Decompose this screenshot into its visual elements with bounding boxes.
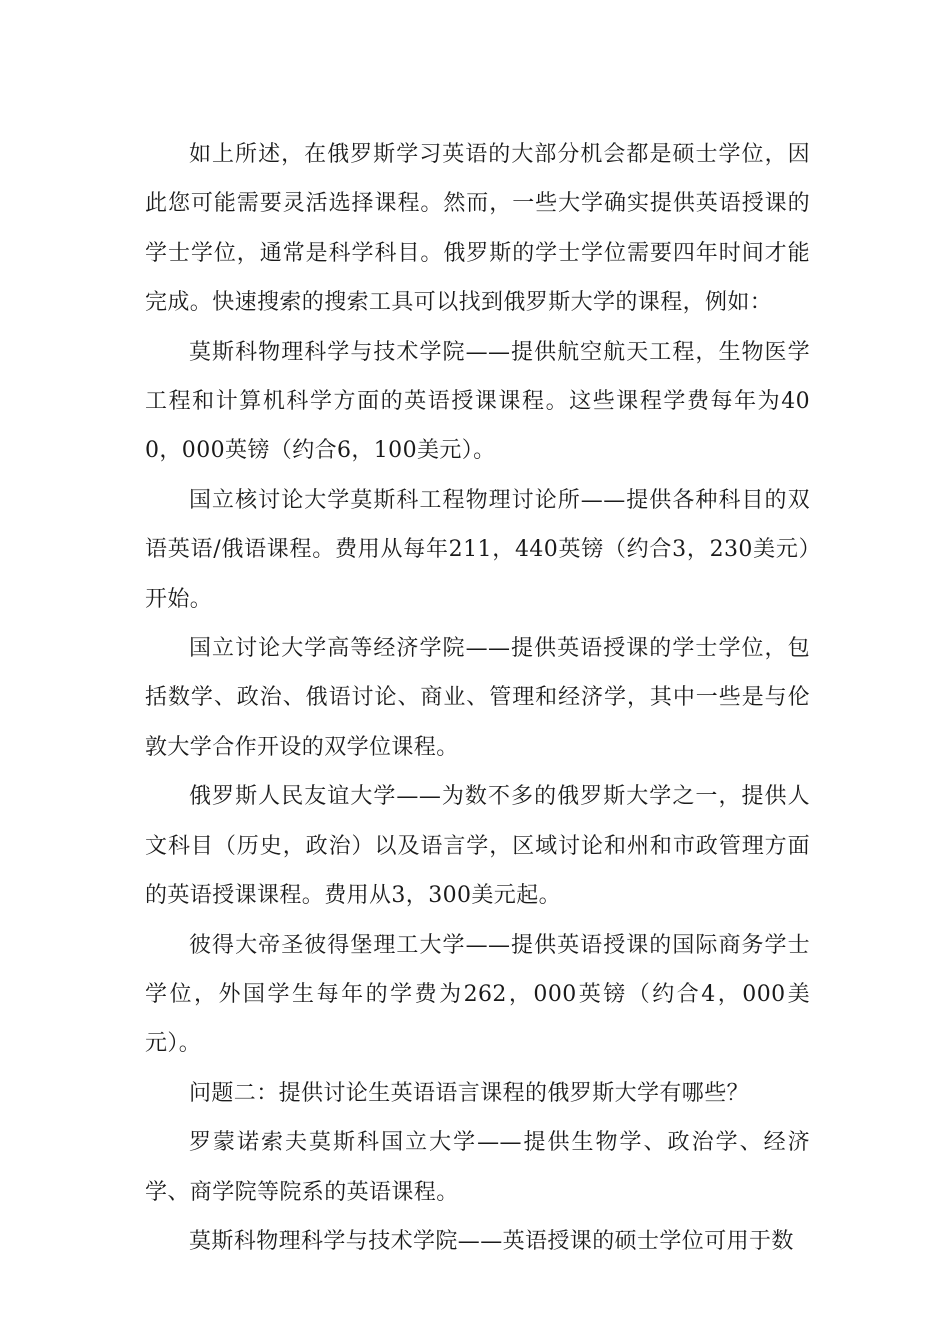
document-body [145, 130, 810, 1266]
paragraph-mipt-master: 莫斯科物理科学与技术学院——英语授课的硕士学位可用于数 [189, 1228, 794, 1254]
paragraph-question-two: 问题二：提供讨论生英语语言课程的俄罗斯大学有哪些？ [189, 1080, 750, 1106]
paragraph-hse: 国立讨论大学高等经济学院——提供英语授课的学士学位，包括数学、政治、俄语讨论、商业、管理和经济学，其中一些是与伦敦大学合作开设的双学位课程。 [145, 636, 810, 760]
paragraph-intro: 如上所述，在俄罗斯学习英语的大部分机会都是硕士学位，因此您可能需要灵活选择课程。然而，一些大学确实提供英语授课的学士学位，通常是科学科目。俄罗斯的学士学位需要四年时间才能完成。快速搜索的搜索工具可以找到俄罗斯大学的课程，例如： [145, 142, 810, 316]
paragraph-msu: 罗蒙诺索夫莫斯科国立大学——提供生物学、政治学、经济学、商学院等院系的英语课程。 [145, 1130, 810, 1205]
paragraph-spbpu: 彼得大帝圣彼得堡理工大学——提供英语授课的国际商务学士学位，外国学生每年的学费为262，000英镑（约合4，000美元）。 [145, 932, 810, 1057]
paragraph-rudn: 俄罗斯人民友谊大学——为数不多的俄罗斯大学之一，提供人文科目（历史，政治）以及语言学，区域讨论和州和市政管理方面的英语授课课程。费用从3，300美元起。 [145, 784, 810, 909]
paragraph-mipt-bachelor: 莫斯科物理科学与技术学院——提供航空航天工程，生物医学工程和计算机科学方面的英语授课课程。这些课程学费每年为400，000英镑（约合6，100美元）。 [145, 339, 810, 464]
paragraph-mephi: 国立核讨论大学莫斯科工程物理讨论所——提供各种科目的双语英语/俄语课程。费用从每年211，440英镑（约合3，230美元）开始。 [145, 487, 810, 612]
